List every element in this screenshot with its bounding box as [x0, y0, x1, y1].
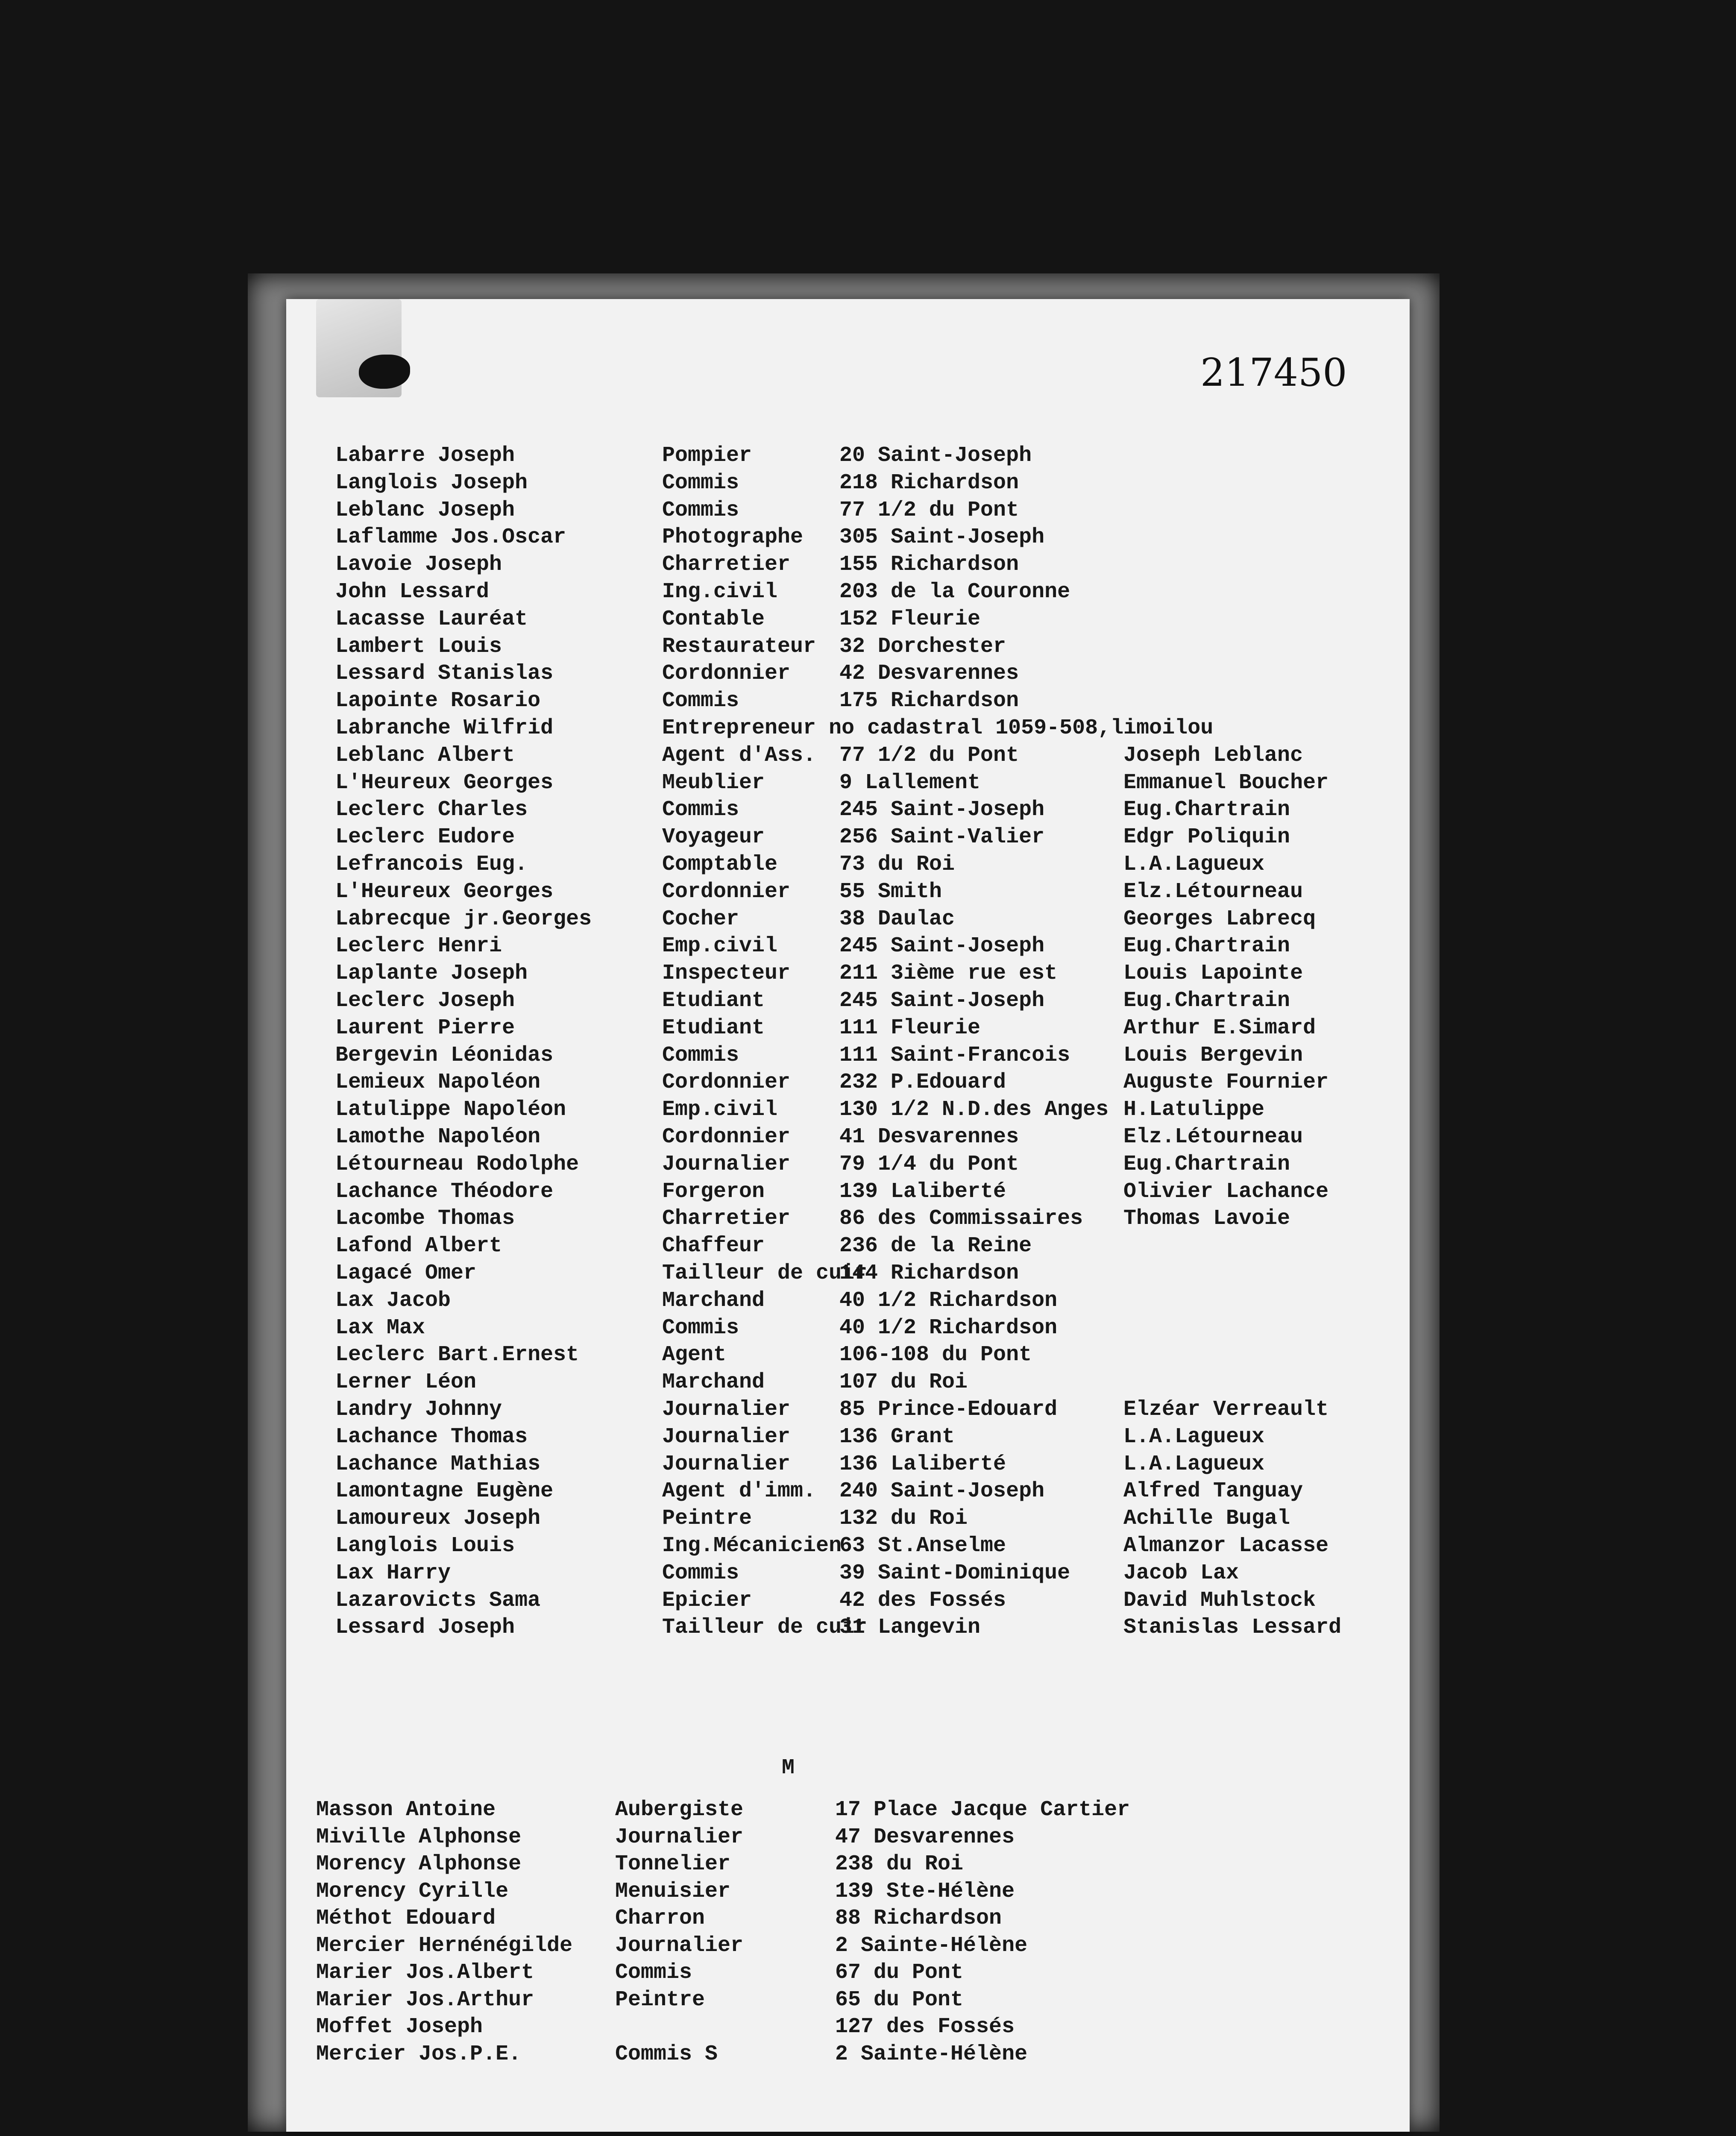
address-cell: 139 Laliberté: [839, 1179, 1006, 1204]
document-number: 217450: [1200, 350, 1347, 395]
occupation-cell: Charretier: [662, 552, 791, 577]
name-cell: Morency Alphonse: [316, 1852, 522, 1876]
address-cell: 17 Place Jacque Cartier: [835, 1798, 1130, 1822]
name-cell: Langlois Joseph: [335, 470, 528, 495]
document-page: [286, 299, 1410, 2132]
address-cell: 77 1/2 du Pont: [839, 743, 1019, 768]
name-cell: Lemieux Napoléon: [335, 1070, 541, 1095]
address-cell: 79 1/4 du Pont: [839, 1152, 1019, 1177]
occupation-cell: Commis: [615, 1960, 692, 1985]
name-cell: Lax Max: [335, 1315, 425, 1340]
witness-cell: Georges Labrecq: [1123, 907, 1316, 931]
address-cell: 127 des Fossés: [835, 2015, 1015, 2039]
occupation-cell: Comptable: [662, 852, 778, 877]
address-cell: 245 Saint-Joseph: [839, 798, 1045, 822]
name-cell: Miville Alphonse: [316, 1825, 522, 1849]
address-cell: 218 Richardson: [839, 470, 1019, 495]
address-cell: 245 Saint-Joseph: [839, 934, 1045, 959]
name-cell: Lamothe Napoléon: [335, 1125, 541, 1149]
witness-cell: Achille Bugal: [1123, 1506, 1290, 1531]
occupation-cell: Restaurateur: [662, 634, 816, 659]
address-cell: 238 du Roi: [835, 1852, 964, 1876]
address-cell: 236 de la Reine: [839, 1234, 1032, 1259]
name-cell: Masson Antoine: [316, 1798, 496, 1822]
name-cell: Lacombe Thomas: [335, 1206, 515, 1231]
address-cell: 55 Smith: [839, 879, 942, 904]
address-cell: 42 des Fossés: [839, 1588, 1006, 1613]
name-cell: L'Heureux Georges: [335, 770, 554, 795]
address-cell: 155 Richardson: [839, 552, 1019, 577]
occupation-cell: Aubergiste: [615, 1798, 744, 1822]
occupation-cell: Tailleur de cuir: [662, 1261, 868, 1285]
name-cell: Labranche Wilfrid: [335, 716, 554, 740]
name-cell: Lamontagne Eugène: [335, 1479, 554, 1504]
occupation-cell: Cocher: [662, 907, 739, 931]
witness-cell: Alfred Tanguay: [1123, 1479, 1303, 1504]
witness-cell: Thomas Lavoie: [1123, 1206, 1290, 1231]
occupation-cell: Ing.Mécanicien: [662, 1534, 842, 1558]
name-cell: L'Heureux Georges: [335, 879, 554, 904]
name-cell: Lapointe Rosario: [335, 689, 541, 713]
name-cell: Leblanc Albert: [335, 743, 515, 768]
name-cell: Marier Jos.Arthur: [316, 1987, 534, 2012]
address-cell: 63 St.Anselme: [839, 1534, 1006, 1558]
occupation-cell: Charron: [615, 1906, 705, 1931]
name-cell: Landry Johnny: [335, 1397, 502, 1422]
witness-cell: Eug.Chartrain: [1123, 934, 1290, 959]
address-cell: 111 Saint-Francois: [839, 1043, 1070, 1068]
name-cell: Leclerc Eudore: [335, 825, 515, 850]
occupation-cell: Emp.civil: [662, 934, 778, 959]
address-cell: 175 Richardson: [839, 689, 1019, 713]
name-cell: Lambert Louis: [335, 634, 502, 659]
address-cell: 42 Desvarennes: [839, 661, 1019, 686]
occupation-cell: Cordonnier: [662, 1125, 791, 1149]
address-cell: 136 Laliberté: [839, 1452, 1006, 1476]
witness-cell: Eug.Chartrain: [1123, 1152, 1290, 1177]
witness-cell: Eug.Chartrain: [1123, 798, 1290, 822]
name-cell: Lax Harry: [335, 1561, 451, 1585]
address-cell: 256 Saint-Valier: [839, 825, 1045, 850]
address-cell: 240 Saint-Joseph: [839, 1479, 1045, 1504]
name-cell: Lessard Joseph: [335, 1615, 515, 1640]
occupation-cell: Forgeron: [662, 1179, 765, 1204]
name-cell: Lachance Théodore: [335, 1179, 554, 1204]
witness-cell: Elz.Létourneau: [1123, 879, 1303, 904]
address-cell: 39 Saint-Dominique: [839, 1561, 1070, 1585]
name-cell: Labrecque jr.Georges: [335, 907, 592, 931]
address-cell: 136 Grant: [839, 1424, 955, 1449]
name-cell: Mercier Jos.P.E.: [316, 2042, 522, 2066]
name-cell: Lagacé Omer: [335, 1261, 477, 1285]
name-cell: Lachance Thomas: [335, 1424, 528, 1449]
witness-cell: Arthur E.Simard: [1123, 1015, 1316, 1040]
occupation-cell: Chaffeur: [662, 1234, 765, 1259]
name-cell: Lacasse Lauréat: [335, 607, 528, 631]
occupation-cell: Journalier: [615, 1825, 744, 1849]
name-cell: Lavoie Joseph: [335, 552, 502, 577]
address-cell: 31 Langevin: [839, 1615, 981, 1640]
occupation-cell: Pompier: [662, 443, 752, 468]
address-cell: 77 1/2 du Pont: [839, 498, 1019, 522]
name-cell: Laurent Pierre: [335, 1015, 515, 1040]
name-cell: Marier Jos.Albert: [316, 1960, 534, 1985]
witness-cell: Emmanuel Boucher: [1123, 770, 1329, 795]
address-cell: 305 Saint-Joseph: [839, 525, 1045, 550]
witness-cell: Olivier Lachance: [1123, 1179, 1329, 1204]
witness-cell: David Muhlstock: [1123, 1588, 1316, 1613]
address-cell: 107 du Roi: [839, 1370, 968, 1395]
name-cell: Morency Cyrille: [316, 1879, 509, 1904]
address-cell: 32 Dorchester: [839, 634, 1006, 659]
witness-cell: Louis Lapointe: [1123, 961, 1303, 986]
address-cell: 2 Sainte-Hélène: [835, 2042, 1028, 2066]
address-cell: 232 P.Edouard: [839, 1070, 1006, 1095]
name-cell: Leclerc Joseph: [335, 989, 515, 1013]
address-cell: 130 1/2 N.D.des Anges: [839, 1097, 1109, 1122]
occupation-cell: Tailleur de cuir: [662, 1615, 868, 1640]
name-cell: Létourneau Rodolphe: [335, 1152, 579, 1177]
address-cell: 47 Desvarennes: [835, 1825, 1015, 1849]
address-cell: 20 Saint-Joseph: [839, 443, 1032, 468]
occupation-cell: Inspecteur: [662, 961, 791, 986]
name-cell: Leclerc Charles: [335, 798, 528, 822]
occupation-cell: Etudiant: [662, 1015, 765, 1040]
name-cell: Lerner Léon: [335, 1370, 477, 1395]
occupation-cell: Agent: [662, 1343, 727, 1367]
occupation-cell: Journalier: [662, 1424, 791, 1449]
occupation-cell: Entrepreneur no cadastral 1059-508,limoilou: [662, 716, 1214, 740]
occupation-cell: Agent d'imm.: [662, 1479, 816, 1504]
occupation-cell: Ing.civil: [662, 580, 778, 604]
address-cell: 9 Lallement: [839, 770, 981, 795]
occupation-cell: Peintre: [615, 1987, 705, 2012]
name-cell: Leclerc Bart.Ernest: [335, 1343, 579, 1367]
occupation-cell: Commis: [662, 498, 739, 522]
address-cell: 152 Fleurie: [839, 607, 981, 631]
name-cell: Lessard Stanislas: [335, 661, 554, 686]
name-cell: Lazarovicts Sama: [335, 1588, 541, 1613]
name-cell: Lafond Albert: [335, 1234, 502, 1259]
name-cell: Lefrancois Eug.: [335, 852, 528, 877]
witness-cell: Eug.Chartrain: [1123, 989, 1290, 1013]
section-heading: M: [782, 1756, 795, 1780]
address-cell: 106-108 du Pont: [839, 1343, 1032, 1367]
witness-cell: Elz.Létourneau: [1123, 1125, 1303, 1149]
witness-cell: Jacob Lax: [1123, 1561, 1239, 1585]
occupation-cell: Agent d'Ass.: [662, 743, 816, 768]
address-cell: 132 du Roi: [839, 1506, 968, 1531]
occupation-cell: Commis: [662, 1315, 739, 1340]
occupation-cell: Cordonnier: [662, 661, 791, 686]
witness-cell: L.A.Lagueux: [1123, 852, 1265, 877]
occupation-cell: Peintre: [662, 1506, 752, 1531]
name-cell: Lachance Mathias: [335, 1452, 541, 1476]
occupation-cell: Journalier: [615, 1933, 744, 1958]
name-cell: Laplante Joseph: [335, 961, 528, 986]
address-cell: 245 Saint-Joseph: [839, 989, 1045, 1013]
address-cell: 40 1/2 Richardson: [839, 1288, 1058, 1313]
name-cell: Lax Jacob: [335, 1288, 451, 1313]
occupation-cell: Emp.civil: [662, 1097, 778, 1122]
name-cell: Méthot Edouard: [316, 1906, 496, 1931]
occupation-cell: Photographe: [662, 525, 803, 550]
ink-blot: [359, 355, 410, 389]
name-cell: Bergevin Léonidas: [335, 1043, 554, 1068]
tape-mark: [316, 299, 402, 397]
address-cell: 2 Sainte-Hélène: [835, 1933, 1028, 1958]
address-cell: 203 de la Couronne: [839, 580, 1070, 604]
occupation-cell: Tonnelier: [615, 1852, 731, 1876]
witness-cell: Auguste Fournier: [1123, 1070, 1329, 1095]
witness-cell: L.A.Lagueux: [1123, 1424, 1265, 1449]
address-cell: 73 du Roi: [839, 852, 955, 877]
occupation-cell: Menuisier: [615, 1879, 731, 1904]
name-cell: Laflamme Jos.Oscar: [335, 525, 566, 550]
witness-cell: Louis Bergevin: [1123, 1043, 1303, 1068]
occupation-cell: Commis: [662, 798, 739, 822]
name-cell: John Lessard: [335, 580, 490, 604]
witness-cell: Joseph Leblanc: [1123, 743, 1303, 768]
occupation-cell: Charretier: [662, 1206, 791, 1231]
occupation-cell: Contable: [662, 607, 765, 631]
occupation-cell: Commis: [662, 470, 739, 495]
occupation-cell: Cordonnier: [662, 879, 791, 904]
address-cell: 139 Ste-Hélène: [835, 1879, 1015, 1904]
occupation-cell: Marchand: [662, 1288, 765, 1313]
name-cell: Mercier Hernénégilde: [316, 1933, 573, 1958]
address-cell: 111 Fleurie: [839, 1015, 981, 1040]
witness-cell: H.Latulippe: [1123, 1097, 1265, 1122]
address-cell: 65 du Pont: [835, 1987, 964, 2012]
address-cell: 86 des Commissaires: [839, 1206, 1083, 1231]
occupation-cell: Journalier: [662, 1452, 791, 1476]
address-cell: 211 3ième rue est: [839, 961, 1058, 986]
name-cell: Leblanc Joseph: [335, 498, 515, 522]
address-cell: 144 Richardson: [839, 1261, 1019, 1285]
occupation-cell: Journalier: [662, 1152, 791, 1177]
address-cell: 41 Desvarennes: [839, 1125, 1019, 1149]
occupation-cell: Voyageur: [662, 825, 765, 850]
occupation-cell: Cordonnier: [662, 1070, 791, 1095]
name-cell: Labarre Joseph: [335, 443, 515, 468]
name-cell: Langlois Louis: [335, 1534, 515, 1558]
occupation-cell: Commis: [662, 689, 739, 713]
name-cell: Lamoureux Joseph: [335, 1506, 541, 1531]
occupation-cell: Journalier: [662, 1397, 791, 1422]
address-cell: 40 1/2 Richardson: [839, 1315, 1058, 1340]
address-cell: 88 Richardson: [835, 1906, 1002, 1931]
name-cell: Moffet Joseph: [316, 2015, 483, 2039]
address-cell: 67 du Pont: [835, 1960, 964, 1985]
name-cell: Leclerc Henri: [335, 934, 502, 959]
occupation-cell: Meublier: [662, 770, 765, 795]
name-cell: Latulippe Napoléon: [335, 1097, 566, 1122]
witness-cell: Almanzor Lacasse: [1123, 1534, 1329, 1558]
occupation-cell: Marchand: [662, 1370, 765, 1395]
occupation-cell: Commis S: [615, 2042, 718, 2066]
address-cell: 85 Prince-Edouard: [839, 1397, 1058, 1422]
witness-cell: Edgr Poliquin: [1123, 825, 1290, 850]
occupation-cell: Commis: [662, 1043, 739, 1068]
occupation-cell: Commis: [662, 1561, 739, 1585]
occupation-cell: Etudiant: [662, 989, 765, 1013]
occupation-cell: Epicier: [662, 1588, 752, 1613]
witness-cell: Elzéar Verreault: [1123, 1397, 1329, 1422]
address-cell: 38 Daulac: [839, 907, 955, 931]
witness-cell: Stanislas Lessard: [1123, 1615, 1342, 1640]
witness-cell: L.A.Lagueux: [1123, 1452, 1265, 1476]
